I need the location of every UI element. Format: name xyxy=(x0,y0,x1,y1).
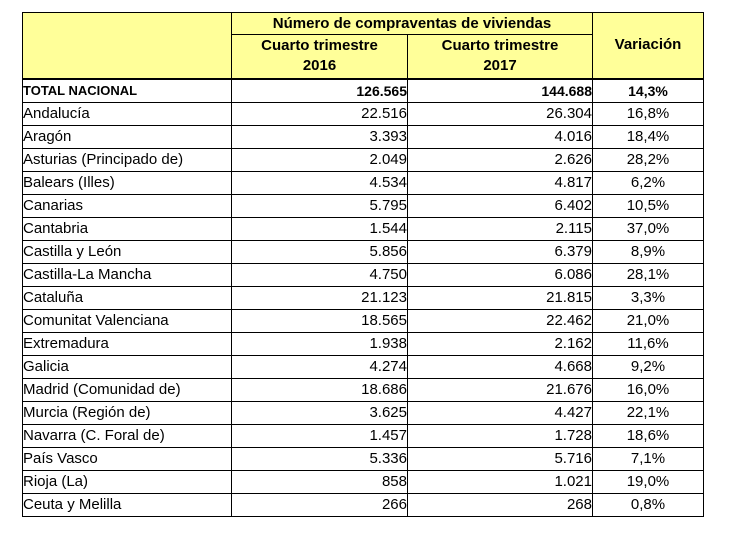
region-q4-2017: 6.086 xyxy=(408,263,593,286)
region-q4-2016: 18.686 xyxy=(232,378,408,401)
region-variation: 8,9% xyxy=(593,240,704,263)
region-q4-2016: 4.534 xyxy=(232,171,408,194)
header-q4-2016-line1: Cuarto trimestre xyxy=(261,37,378,55)
region-variation: 9,2% xyxy=(593,355,704,378)
region-name: Andalucía xyxy=(23,102,232,125)
region-q4-2017: 2.162 xyxy=(408,332,593,355)
variation-header: Variación xyxy=(593,13,704,79)
table-row xyxy=(23,263,704,286)
region-name: Asturias (Principado de) xyxy=(23,148,232,171)
region-q4-2016: 1.457 xyxy=(232,424,408,447)
table-row xyxy=(23,148,704,171)
table-row xyxy=(23,332,704,355)
table-row xyxy=(23,171,704,194)
region-name: Canarias xyxy=(23,194,232,217)
region-name: Cataluña xyxy=(23,286,232,309)
table-row xyxy=(23,470,704,493)
region-name: Balears (Illes) xyxy=(23,171,232,194)
region-q4-2017: 26.304 xyxy=(408,102,593,125)
region-q4-2017: 5.716 xyxy=(408,447,593,470)
region-q4-2017: 2.626 xyxy=(408,148,593,171)
region-q4-2017: 21.676 xyxy=(408,378,593,401)
table-row xyxy=(23,378,704,401)
region-q4-2017: 4.427 xyxy=(408,401,593,424)
region-q4-2017: 4.817 xyxy=(408,171,593,194)
region-q4-2016: 266 xyxy=(232,493,408,516)
region-variation: 3,3% xyxy=(593,286,704,309)
region-q4-2016: 4.274 xyxy=(232,355,408,378)
table-row xyxy=(23,102,704,125)
table-row xyxy=(23,240,704,263)
region-variation: 6,2% xyxy=(593,171,704,194)
region-q4-2017: 1.021 xyxy=(408,470,593,493)
region-name: Rioja (La) xyxy=(23,470,232,493)
region-variation: 16,8% xyxy=(593,102,704,125)
table-row xyxy=(23,125,704,148)
region-q4-2016: 2.049 xyxy=(232,148,408,171)
table-row xyxy=(23,217,704,240)
table-row xyxy=(23,401,704,424)
region-variation: 28,1% xyxy=(593,263,704,286)
header-q4-2016 xyxy=(232,35,408,79)
region-name: Galicia xyxy=(23,355,232,378)
table-row xyxy=(23,309,704,332)
region-name: Castilla y León xyxy=(23,240,232,263)
region-q4-2017: 2.115 xyxy=(408,217,593,240)
region-variation: 37,0% xyxy=(593,217,704,240)
table-row xyxy=(23,355,704,378)
region-q4-2016: 18.565 xyxy=(232,309,408,332)
region-name: País Vasco xyxy=(23,447,232,470)
region-variation: 21,0% xyxy=(593,309,704,332)
region-name: Navarra (C. Foral de) xyxy=(23,424,232,447)
region-q4-2017: 1.728 xyxy=(408,424,593,447)
header-q4-2017-line1: Cuarto trimestre xyxy=(441,37,559,55)
region-q4-2016: 21.123 xyxy=(232,286,408,309)
region-variation: 11,6% xyxy=(593,332,704,355)
region-name: Comunitat Valenciana xyxy=(23,309,232,332)
total-q4-2017: 144.688 xyxy=(408,79,593,103)
region-variation: 18,4% xyxy=(593,125,704,148)
table-row xyxy=(23,493,704,516)
total-row xyxy=(23,79,704,103)
table-row xyxy=(23,424,704,447)
header-q4-2017 xyxy=(408,35,593,79)
region-name: Murcia (Región de) xyxy=(23,401,232,424)
region-name: Extremadura xyxy=(23,332,232,355)
housing-sales-table xyxy=(22,12,704,517)
table-row xyxy=(23,286,704,309)
total-name: TOTAL NACIONAL xyxy=(23,79,232,103)
region-q4-2017: 4.668 xyxy=(408,355,593,378)
region-q4-2017: 6.379 xyxy=(408,240,593,263)
region-q4-2017: 22.462 xyxy=(408,309,593,332)
region-q4-2017: 4.016 xyxy=(408,125,593,148)
region-q4-2016: 3.625 xyxy=(232,401,408,424)
region-variation: 16,0% xyxy=(593,378,704,401)
group-header: Número de compraventas de viviendas xyxy=(232,13,593,35)
table-row xyxy=(23,447,704,470)
table-row xyxy=(23,194,704,217)
region-variation: 0,8% xyxy=(593,493,704,516)
region-q4-2016: 5.336 xyxy=(232,447,408,470)
region-q4-2016: 22.516 xyxy=(232,102,408,125)
region-q4-2017: 6.402 xyxy=(408,194,593,217)
region-q4-2016: 858 xyxy=(232,470,408,493)
region-name: Ceuta y Melilla xyxy=(23,493,232,516)
region-variation: 18,6% xyxy=(593,424,704,447)
region-variation: 7,1% xyxy=(593,447,704,470)
region-variation: 28,2% xyxy=(593,148,704,171)
header-corner-cell xyxy=(23,13,232,79)
total-q4-2016: 126.565 xyxy=(232,79,408,103)
region-name: Cantabria xyxy=(23,217,232,240)
region-q4-2016: 1.938 xyxy=(232,332,408,355)
region-q4-2016: 5.856 xyxy=(232,240,408,263)
region-variation: 10,5% xyxy=(593,194,704,217)
header-q4-2017-line2: 2017 xyxy=(483,57,517,75)
total-variation: 14,3% xyxy=(593,79,704,103)
region-variation: 22,1% xyxy=(593,401,704,424)
region-q4-2016: 1.544 xyxy=(232,217,408,240)
region-q4-2017: 21.815 xyxy=(408,286,593,309)
region-name: Castilla-La Mancha xyxy=(23,263,232,286)
header-q4-2016-line2: 2016 xyxy=(302,57,337,75)
region-name: Aragón xyxy=(23,125,232,148)
region-q4-2016: 3.393 xyxy=(232,125,408,148)
region-q4-2016: 5.795 xyxy=(232,194,408,217)
region-name: Madrid (Comunidad de) xyxy=(23,378,232,401)
region-q4-2016: 4.750 xyxy=(232,263,408,286)
region-variation: 19,0% xyxy=(593,470,704,493)
region-q4-2017: 268 xyxy=(408,493,593,516)
